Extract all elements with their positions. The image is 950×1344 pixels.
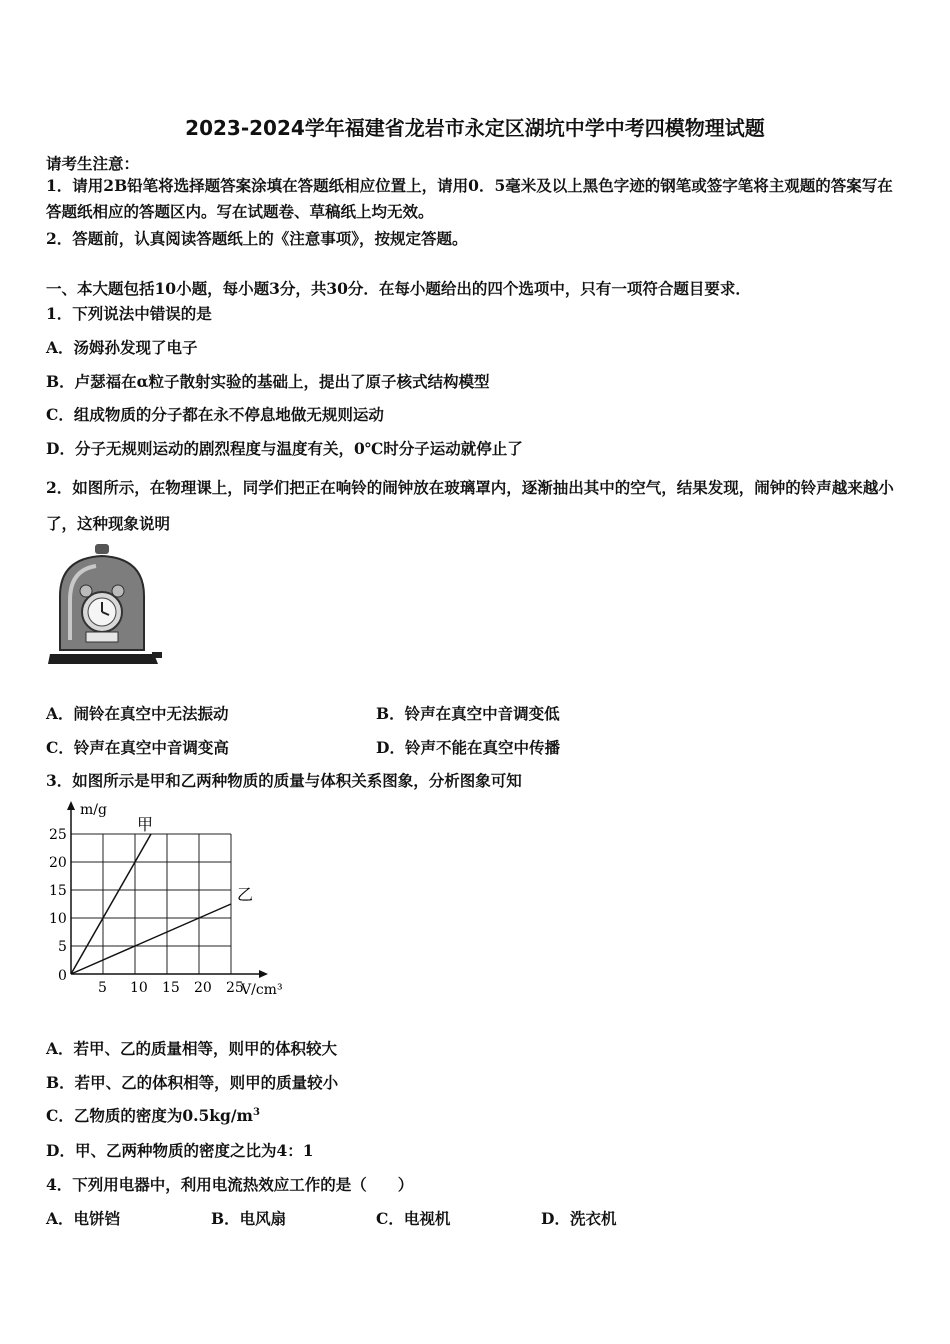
x-axis-arrow (259, 970, 268, 978)
x-tick-label: 10 (130, 980, 148, 996)
mass-volume-chart (46, 796, 286, 1002)
notice-item-2: 2．答题前，认真阅读答题纸上的《注意事项》，按规定答题。 (46, 229, 468, 248)
series-label-1: 甲 (137, 815, 154, 834)
q2-option-a: A．闹铃在真空中无法振动 (46, 704, 229, 723)
q1-option-d: D．分子无规则运动的剧烈程度与温度有关，0℃时分子运动就停止了 (46, 439, 523, 458)
series-label-2: 乙 (237, 885, 254, 904)
q2-option-c: C．铃声在真空中音调变高 (46, 738, 229, 757)
x-axis-label: V/cm³ (241, 982, 283, 998)
q1-option-c: C．组成物质的分子都在永不停息地做无规则运动 (46, 405, 384, 424)
chart-grid (71, 834, 231, 974)
q3-option-b: B．若甲、乙的体积相等，则甲的质量较小 (46, 1073, 339, 1092)
section-heading: 一、本大题包括10小题，每小题3分，共30分．在每小题给出的四个选项中，只有一项符合题目要求． (46, 279, 751, 298)
y-tick-label: 5 (58, 939, 67, 955)
q2-stem: 2．如图所示，在物理课上，同学们把正在响铃的闹钟放在玻璃罩内，逐渐抽出其中的空气，结果发现，闹钟的铃声越来越小了，这种现象说明 (46, 478, 894, 533)
origin-label: 0 (58, 968, 67, 984)
q4-option-a: A．电饼铛 (46, 1209, 121, 1228)
x-tick-label: 20 (194, 980, 212, 996)
q4-option-c: C．电视机 (376, 1209, 451, 1228)
q4-stem: 4．下列用电器中，利用电流热效应工作的是（ ） (46, 1175, 414, 1194)
q3-option-c-text: C．乙物质的密度为0.5kg/m (46, 1106, 253, 1125)
notice-item-1: 1．请用2B铅笔将选择题答案涂填在答题纸相应位置上，请用0．5毫米及以上黑色字迹的钢笔或签字笔将主观题的答案写在答题纸相应的答题区内。写在试题卷、草稿纸上均无效。 (46, 176, 893, 221)
x-tick-label: 25 (226, 980, 244, 996)
q3-option-d: D．甲、乙两种物质的密度之比为4：1 (46, 1141, 314, 1160)
q4-option-d: D．洗衣机 (541, 1209, 617, 1228)
q2-option-b: B．铃声在真空中音调变低 (376, 704, 560, 723)
q3-option-c (46, 1104, 260, 1126)
bell-jar-figure (46, 540, 162, 674)
y-tick-label: 10 (49, 911, 67, 927)
q1-stem: 1．下列说法中错误的是 (46, 304, 212, 323)
q3-option-a: A．若甲、乙的质量相等，则甲的体积较大 (46, 1039, 338, 1058)
q1-option-b: B．卢瑟福在α粒子散射实验的基础上，提出了原子核式结构模型 (46, 372, 490, 391)
jar-knob (95, 544, 109, 554)
x-tick-label: 5 (98, 980, 107, 996)
q1-option-a: A．汤姆孙发现了电子 (46, 338, 198, 357)
y-tick-label: 20 (49, 855, 67, 871)
y-tick-label: 15 (49, 883, 67, 899)
notice-heading: 请考生注意： (46, 154, 140, 173)
y-axis-arrow (67, 801, 75, 810)
q4-option-b: B．电风扇 (211, 1209, 287, 1228)
y-axis-label: m/g (80, 802, 107, 818)
q3-stem: 3．如图所示是甲和乙两种物质的质量与体积关系图象，分析图象可知 (46, 771, 522, 790)
series-line-1 (71, 834, 151, 974)
q3-option-c-sup: 3 (252, 1106, 260, 1118)
y-tick-label: 25 (49, 827, 67, 843)
x-tick-label: 15 (162, 980, 180, 996)
vacuum-plate (48, 654, 158, 664)
page-title: 2023-2024学年福建省龙岩市永定区湖坑中学中考四模物理试题 (185, 116, 765, 140)
q2-option-d: D．铃声不能在真空中传播 (376, 738, 560, 757)
series-line-2 (71, 904, 231, 974)
